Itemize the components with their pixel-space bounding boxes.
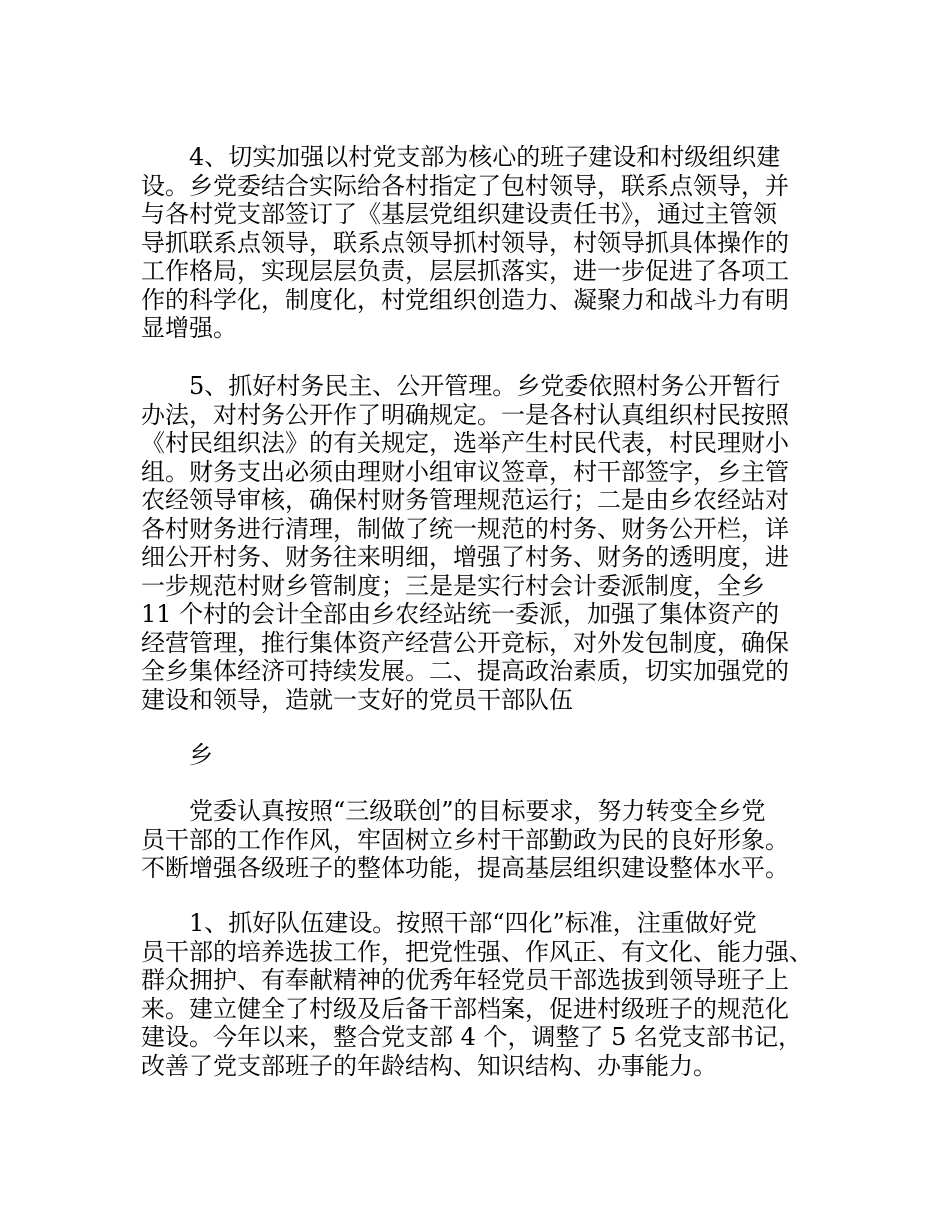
text-line: 工作格局，实现层层负责，层层抓落实，进一步促进了各项工 — [141, 257, 789, 285]
paragraph-village-party-branch — [141, 143, 831, 343]
text-line: 设。乡党委结合实际给各村指定了包村领导，联系点领导，并 — [141, 171, 789, 200]
text-line: 建设。今年以来，整合党支部 4 个，调整了 5 名党支部书记， — [141, 1023, 803, 1051]
text-line: 一步规范村财乡管制度；三是是实行村会计委派制度，全乡 — [141, 571, 765, 600]
text-line: 组。财务支出必须由理财小组审议签章，村干部签字，乡主管 — [141, 457, 789, 486]
text-line: 细公开村务、财务往来明细，增强了村务、财务的透明度，进 — [141, 543, 789, 571]
text-line: 办法，对村务公开作了明确规定。一是各村认真组织村民按照 — [141, 400, 789, 429]
text-line: 11 个村的会计全部由乡农经站统一委派，加强了集体资产的 — [141, 600, 780, 628]
text-line: 党委认真按照“三级联创”的目标要求，努力转变全乡党 — [189, 797, 766, 825]
text-line: 群众拥护、有奉献精神的优秀年轻党员干部选拔到领导班子上 — [141, 966, 789, 994]
text-line: 改善了党支部班子的年龄结构、知识结构、办事能力。 — [141, 1051, 717, 1080]
text-line: 不断增强各级班子的整体功能，提高基层组织建设整体水平。 — [141, 854, 789, 882]
text-line: 经营管理，推行集体资产经营公开竞标，对外发包制度，确保 — [141, 628, 789, 657]
text-line: 显增强。 — [141, 314, 237, 342]
text-line: 农经领导审核，确保村财务管理规范运行；二是由乡农经站对 — [141, 486, 789, 514]
paragraph-team-building — [141, 909, 831, 1080]
text-line: 建设和领导，造就一支好的党员干部队伍 — [141, 685, 573, 714]
text-line: 全乡集体经济可持续发展。二、提高政治素质，切实加强党的 — [141, 657, 789, 685]
text-line: 各村财务进行清理，制做了统一规范的村务、财务公开栏，详 — [141, 514, 789, 543]
text-line: 5、抓好村务民主、公开管理。乡党委依照村务公开暂行 — [189, 372, 781, 400]
paragraph-three-level-goals — [141, 797, 831, 883]
text-line: 员干部的培养选拔工作，把党性强、作风正、有文化、能力强、 — [141, 937, 813, 966]
paragraph-fragment — [141, 741, 831, 770]
text-line: 来。建立健全了村级及后备干部档案，促进村级班子的规范化 — [141, 994, 789, 1023]
text-line: 《村民组织法》的有关规定，选举产生村民代表，村民理财小 — [141, 429, 789, 457]
text-line: 与各村党支部签订了《基层党组织建设责任书》，通过主管领 — [141, 200, 777, 228]
text-line: 乡 — [189, 741, 213, 769]
text-line: 作的科学化，制度化，村党组织创造力、凝聚力和战斗力有明 — [141, 285, 789, 314]
text-line: 1、抓好队伍建设。按照干部“四化”标准，注重做好党 — [189, 909, 757, 937]
text-line: 4、切实加强以村党支部为核心的班子建设和村级组织建 — [189, 143, 781, 171]
paragraph-village-affairs — [141, 372, 831, 714]
text-line: 员干部的工作作风，牢固树立乡村干部勤政为民的良好形象。 — [141, 825, 789, 854]
text-line: 导抓联系点领导，联系点领导抓村领导，村领导抓具体操作的 — [141, 228, 789, 257]
